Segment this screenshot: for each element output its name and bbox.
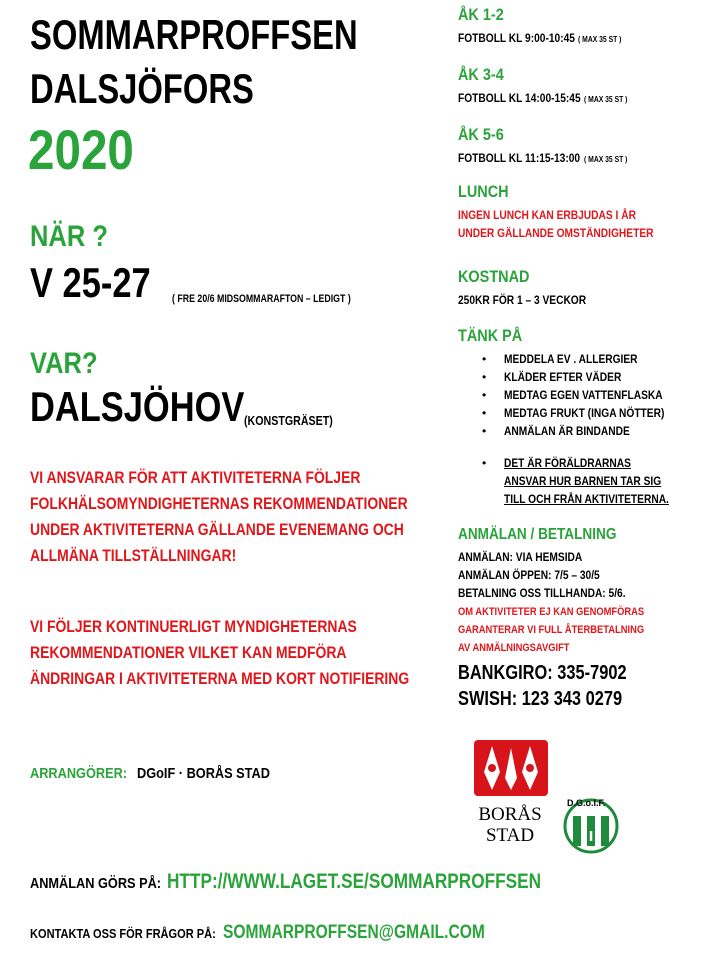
where-note: (KONSTGRÄSET) [244,413,333,428]
organizers [30,765,293,783]
dgoif-text: D.G.o.I.F. [567,798,606,808]
group-ak56: ÅK 5-6 FOTBOLL KL 11:15-13:00 ( MAX 35 ST ) [458,125,628,165]
when-heading: NÄR ? [30,220,108,253]
group-ak34: ÅK 3-4 FOTBOLL KL 14:00-15:45 ( MAX 35 ST ) [458,65,628,105]
cost-heading: KOSTNAD [458,267,530,286]
where-heading: VAR? [30,347,98,380]
boras-shield-icon [472,738,550,798]
boras-stad-logo [470,738,550,846]
swish: SWISH: 123 343 0279 [458,688,623,710]
dgoif-logo [563,796,619,856]
lunch-section: LUNCH INGEN LUNCH KAN ERBJUDAS I ÅR UNDER GÄLLANDE OMSTÄNDIGHETER [458,182,654,240]
signup-row [30,870,623,894]
parents-note [482,454,698,508]
contact-label: KONTAKTA OSS FÖR FRÅGOR PÅ: [30,926,216,941]
where-value: DALSJÖHOV [30,383,245,430]
event-title-line2: DALSJÖFORS [30,65,254,112]
svg-text:I: I [588,830,594,845]
think-list [482,350,698,440]
think-heading: TÄNK PÅ [458,326,523,345]
notice-changes: VI FÖLJER KONTINUERLIGT MYNDIGHETERNAS REKOMMENDATIONER VILKET KAN MEDFÖRA ÄNDRINGAR I AKTIVITETERNA MED KORT NOTIFIERING [30,617,410,688]
signup-link[interactable]: HTTP://WWW.LAGET.SE/SOMMARPROFFSEN [166,870,541,893]
lunch-heading: LUNCH [458,182,509,201]
cost-section [458,268,698,309]
organizers-names: DGoIF · BORÅS STAD [136,765,270,782]
bankgiro: BANKGIRO: 335-7902 [458,662,627,684]
think-section [458,327,698,508]
signup-label: ANMÄLAN GÖRS PÅ: [30,875,162,892]
contact-email-link[interactable]: SOMMARPROFFSEN@GMAIL.COM [223,922,485,943]
notice-guidelines: VI ANSVARAR FÖR ATT AKTIVITETERNA FÖLJER FOLKHÄLSOMYNDIGHETERNAS REKOMMENDATIONER UNDER AKTIVITETERNA GÄLLANDE EVENEMANG OCH ALLMÄNA TILLSTÄLLNINGAR! [30,468,408,565]
list-item: • MEDDELA EV . ALLERGIER [482,350,698,368]
event-year: 2020 [28,118,134,181]
list-item: • ANMÄLAN ÄR BINDANDE [482,422,698,440]
cost-text: 250KR FÖR 1 – 3 VECKOR [458,293,587,307]
list-item: • KLÄDER EFTER VÄDER [482,368,698,386]
group-ak12: ÅK 1-2 FOTBOLL KL 9:00-10:45 ( MAX 35 ST ) [458,5,622,45]
when-value: V 25-27 [30,259,151,306]
event-title-line1: SOMMARPROFFSEN [30,11,358,58]
contact-row [30,922,542,944]
organizers-label: ARRANGÖRER: [30,765,128,782]
list-item: • MEDTAG FRUKT (INGA NÖTTER) [482,404,698,422]
registration-section: ANMÄLAN / BETALNING ANMÄLAN: VIA HEMSIDA ANMÄLAN ÖPPEN: 7/5 – 30/5 BETALNING OSS TILLHANDA: 5/6. OM AKTIVITETER EJ KAN GENOMFÖRAS GARANTERAR VI FULL ÅTERBETALNING AV ANMÄLNINGSAVGIFT BANKGIRO: 335-7902 SWISH: 123 343 0279 [458,526,645,710]
boras-line1: BORÅS [478,804,542,825]
list-item: • DET ÄR FÖRÄLDRARNAS ANSVAR HUR BARNEN TAR SIG TILL OCH FRÅN AKTIVITETERNA. [482,454,698,508]
registration-heading: ANMÄLAN / BETALNING [458,526,617,543]
when-note: ( FRE 20/6 MIDSOMMARAFTON – LEDIGT ) [172,293,351,305]
boras-line2: STAD [485,825,535,846]
list-item: • MEDTAG EGEN VATTENFLASKA [482,386,698,404]
